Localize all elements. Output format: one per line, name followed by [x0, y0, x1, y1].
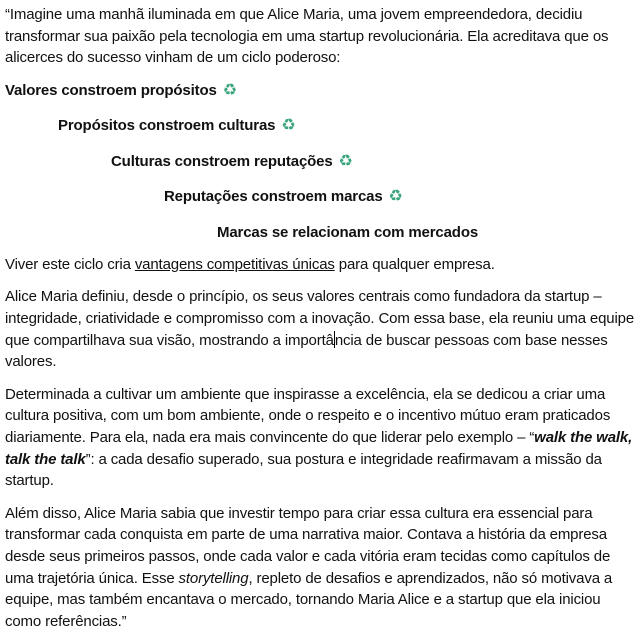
- text-run: Alice Maria definiu, desde o princípio, os seus: [5, 288, 308, 306]
- text-run: storytelling: [178, 569, 249, 587]
- text-run: criar uma cultura positiva, com um bom ambiente: [5, 385, 606, 425]
- cycle-line: [58, 115, 635, 151]
- text-run: , repleto de desafios e aprendizados, não só motivava a equipe, mas também encantava o mercado, tornando Maria Alice e a startup que ela iniciou como referências.”: [5, 569, 613, 630]
- text-run: : a cada desafio superado, sua postura e integridade reafirmavam a missão da startup.: [5, 450, 602, 490]
- text-run: Além disso, Alice Maria sabia que: [5, 504, 229, 522]
- underlined-text: vantagens competitivas únicas: [134, 255, 335, 273]
- cycle-text: Valores constroem propósitos: [5, 81, 217, 99]
- cycle-line: [5, 80, 635, 116]
- body-paragraph: [5, 503, 635, 633]
- recycle-icon: ♻: [222, 81, 237, 99]
- text-run: walk the walk, talk the talk: [5, 428, 633, 468]
- text-run: valores centrais como fundadora da startup: [307, 288, 594, 306]
- body-paragraph: [5, 254, 635, 276]
- body-paragraph: [5, 384, 635, 492]
- intro-paragraph: [5, 4, 635, 69]
- text-run: para qualquer empresa.: [334, 255, 495, 273]
- cycle-line: [164, 186, 635, 222]
- text-run: Viver este ciclo cria: [5, 255, 135, 273]
- cycle-line: [217, 222, 635, 254]
- recycle-icon: ♻: [338, 152, 353, 170]
- body-paragraph: [5, 286, 635, 372]
- cycle-text: Reputações constroem marcas: [164, 188, 383, 206]
- text-run: .: [52, 353, 57, 371]
- text-run: buscar pessoas com base nesses valores: [5, 331, 608, 371]
- text-run: – integridade, criatividade e compromisso com a inovação. Com essa base, ela reuniu uma equipe que compartilhava sua visão, mostrando a importâ: [5, 288, 635, 349]
- text-run: ncia de: [334, 331, 387, 349]
- recycle-icon: ♻: [281, 117, 296, 135]
- recycle-icon: ♻: [388, 188, 403, 206]
- text-run: Determinada a cultivar um ambiente que inspirasse a excelência, ela se dedicou a: [5, 385, 544, 403]
- text-run: “Imagine uma manhã iluminada em que Alice Maria, uma jovem empreendedora, decidiu transformar sua paixão pela tecnologia em uma startup revolucionária. Ela acreditava que os alicerces do sucesso vinham de um ciclo poderoso:: [5, 6, 609, 67]
- text-run: era essencial para transformar cada conquista em parte de uma narrativa maior. Contava a história da empresa desde seus primeiros passos, onde cada valor e cada vitória eram tecidas como capítulos de uma trajetória única. Esse: [5, 504, 611, 587]
- text-run: investir tempo para criar essa cultura: [228, 504, 469, 522]
- cycle-text: Culturas constroem reputações: [111, 152, 333, 170]
- cycle-line: [111, 151, 635, 187]
- cycle-text: Propósitos constroem culturas: [58, 117, 276, 135]
- text-run: , onde o respeito e o incentivo mútuo eram praticados diariamente. Para ela, nada era mais convincente do que: [5, 407, 611, 446]
- text-run: liderar pelo exemplo – “: [381, 428, 535, 446]
- cycle-text: Marcas se relacionam com mercados: [217, 223, 479, 241]
- text-run: ”: [85, 450, 91, 468]
- cycle-list: [5, 80, 635, 254]
